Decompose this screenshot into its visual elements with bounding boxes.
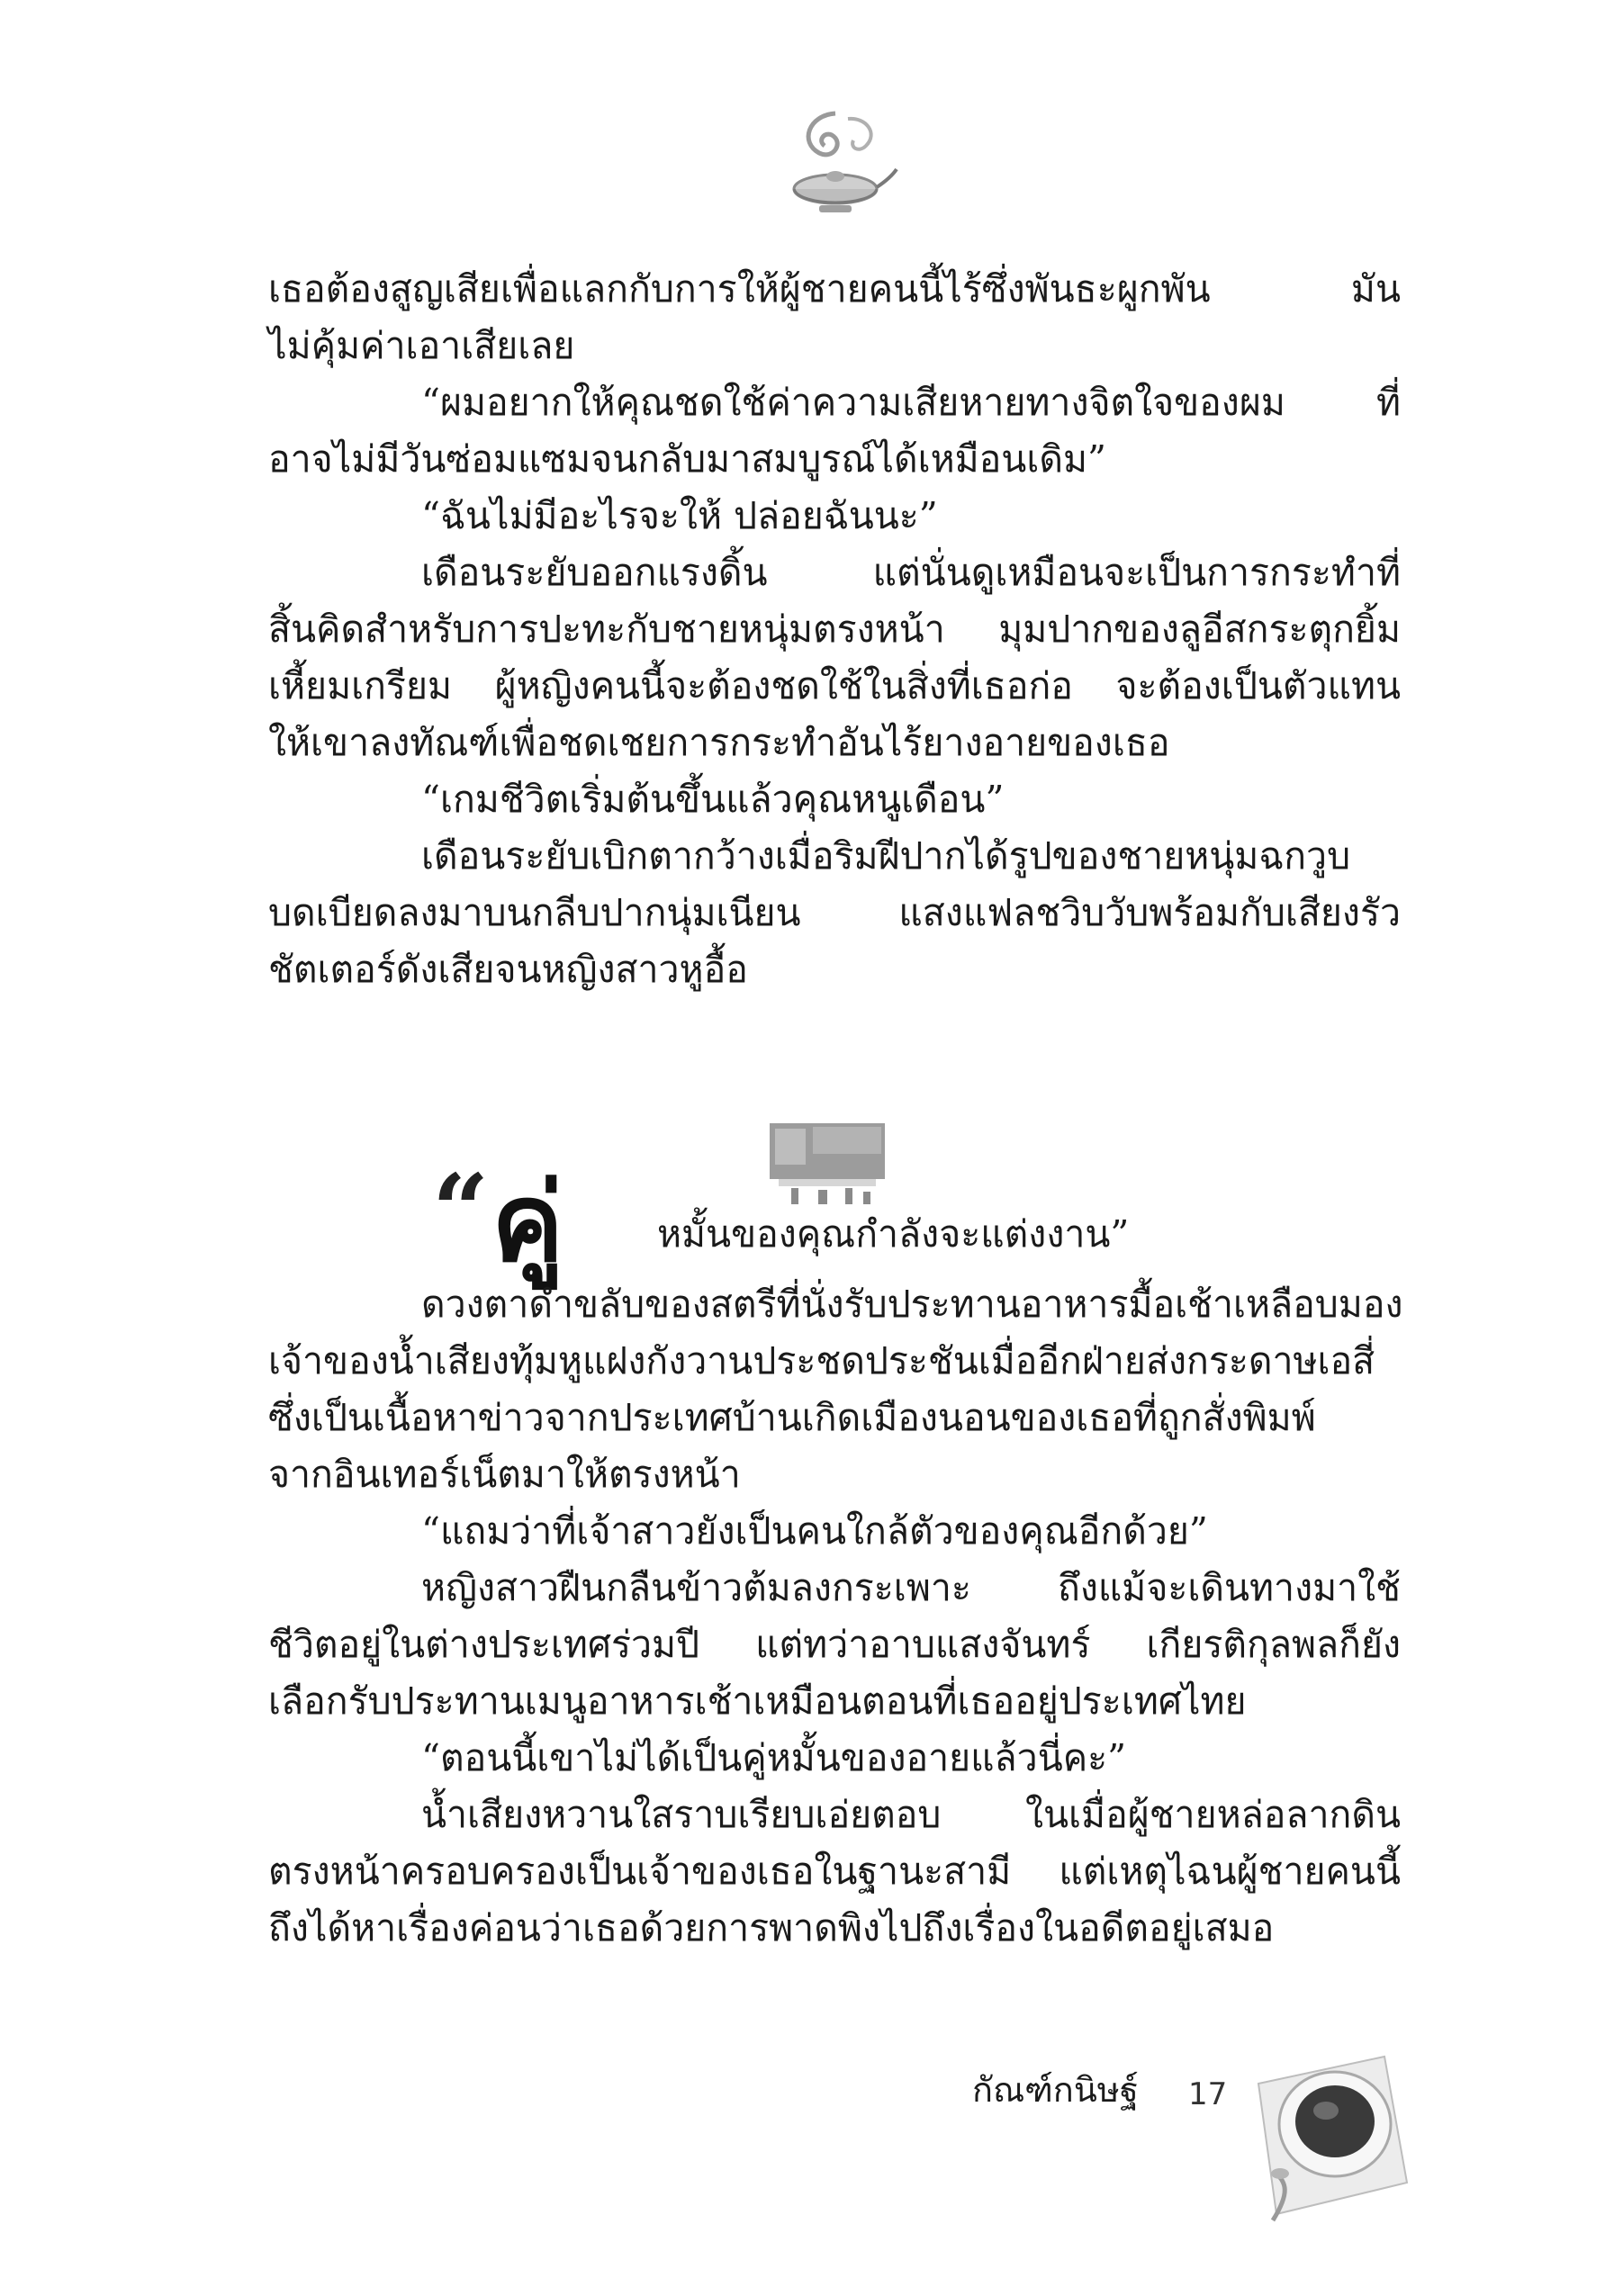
- text-line: ซึ่งเป็นเนื้อหาข่าวจากประเทศบ้านเกิดเมืองนอนของเธอที่ถูกสั่งพิมพ์: [268, 1396, 1316, 1439]
- text-line: ชีวิตอยู่ในต่างประเทศร่วมปี แต่ทว่าอาบแสงจันทร์ เกียรติกุลพลก็ยัง: [268, 1623, 1401, 1666]
- text-line: เธอต้องสูญเสียเพื่อแลกกับการให้ผู้ชายคนนี้ไร้ซึ่งพันธะผูกพัน มัน: [268, 267, 1401, 311]
- text-line: เลือกรับประทานเมนูอาหารเช้าเหมือนตอนที่เธออยู่ประเทศไทย: [268, 1679, 1247, 1723]
- text-line: สิ้นคิดสำหรับการปะทะกับชายหนุ่มตรงหน้า มุมปากของลูอีสกระตุกยิ้ม: [268, 608, 1401, 651]
- lamp-ornament-icon: [772, 106, 898, 223]
- text-line: ดวงตาดำขลับของสตรีที่นั่งรับประทานอาหารมื้อเช้าเหลือบมอง: [421, 1283, 1403, 1326]
- text-line: เจ้าของน้ำเสียงทุ้มหูแฝงกังวานประชดประชันเมื่ออีกฝ่ายส่งกระดาษเอสี่: [268, 1339, 1375, 1382]
- paragraph-block-1: [268, 261, 1401, 998]
- opening-line: หมั้นของคุณกำลังจะแต่งงาน”: [657, 1212, 1130, 1256]
- chapter-opening: [432, 1152, 1401, 1287]
- text-line: ไม่คุ้มค่าเอาเสียเลย: [268, 324, 575, 367]
- running-footer-title: กัณฑ์กนิษฐ์: [972, 2070, 1139, 2110]
- text-line: ตรงหน้าครอบครองเป็นเจ้าของเธอในฐานะสามี แต่เหตุไฉนผู้ชายคนนี้: [268, 1850, 1401, 1893]
- text-line: หญิงสาวฝืนกลืนข้าวต้มลงกระเพาะ ถึงแม้จะเดินทางมาใช้: [421, 1566, 1401, 1609]
- dropcap: คู่: [491, 1159, 564, 1286]
- text-line: “ผมอยากให้คุณชดใช้ค่าความเสียหายทางจิตใจของผม ที่: [421, 381, 1401, 424]
- text-line: บดเบียดลงมาบนกลีบปากนุ่มเนียน แสงแฟลชวิบวับพร้อมกับเสียงรัว: [268, 891, 1401, 934]
- text-line: น้ำเสียงหวานใสราบเรียบเอ่ยตอบ ในเมื่อผู้ชายหล่อลากดิน: [421, 1793, 1401, 1836]
- text-line: “ฉันไม่มีอะไรจะให้ ปล่อยฉันนะ”: [421, 494, 938, 537]
- text-line: ชัตเตอร์ดังเสียจนหญิงสาวหูอื้อ: [268, 948, 748, 991]
- text-line: เดือนระยับออกแรงดิ้น แต่นั่นดูเหมือนจะเป็นการกระทำที่: [421, 551, 1401, 594]
- text-line: “แถมว่าที่เจ้าสาวยังเป็นคนใกล้ตัวของคุณอีกด้วย”: [421, 1509, 1208, 1553]
- text-line: จากอินเทอร์เน็ตมาให้ตรงหน้า: [268, 1453, 741, 1496]
- coffee-cup-ornament-icon: [1240, 2048, 1411, 2228]
- text-line: อาจไม่มีวันซ่อมแซมจนกลับมาสมบูรณ์ได้เหมือนเดิม”: [268, 437, 1106, 481]
- text-line: เหี้ยมเกรียม ผู้หญิงคนนี้จะต้องชดใช้ในสิ่งที่เธอก่อ จะต้องเป็นตัวแทน: [268, 664, 1401, 707]
- page-number: 17: [1188, 2076, 1228, 2112]
- text-line: เดือนระยับเบิกตากว้างเมื่อริมฝีปากได้รูปของชายหนุ่มฉกวูบ: [421, 834, 1351, 878]
- text-line: ให้เขาลงทัณฑ์เพื่อชดเชยการกระทำอันไร้ยางอายของเธอ: [268, 721, 1170, 764]
- text-line: “เกมชีวิตเริ่มต้นขึ้นแล้วคุณหนูเดือน”: [421, 778, 1005, 821]
- opening-quote-mark: “: [432, 1152, 490, 1268]
- text-line: ถึงได้หาเรื่องค่อนว่าเธอด้วยการพาดพิงไปถึงเรื่องในอดีตอยู่เสมอ: [268, 1906, 1275, 1949]
- paragraph-block-2: [268, 1276, 1401, 1957]
- text-line: “ตอนนี้เขาไม่ได้เป็นคู่หมั้นของอายแล้วนี่คะ”: [421, 1736, 1127, 1779]
